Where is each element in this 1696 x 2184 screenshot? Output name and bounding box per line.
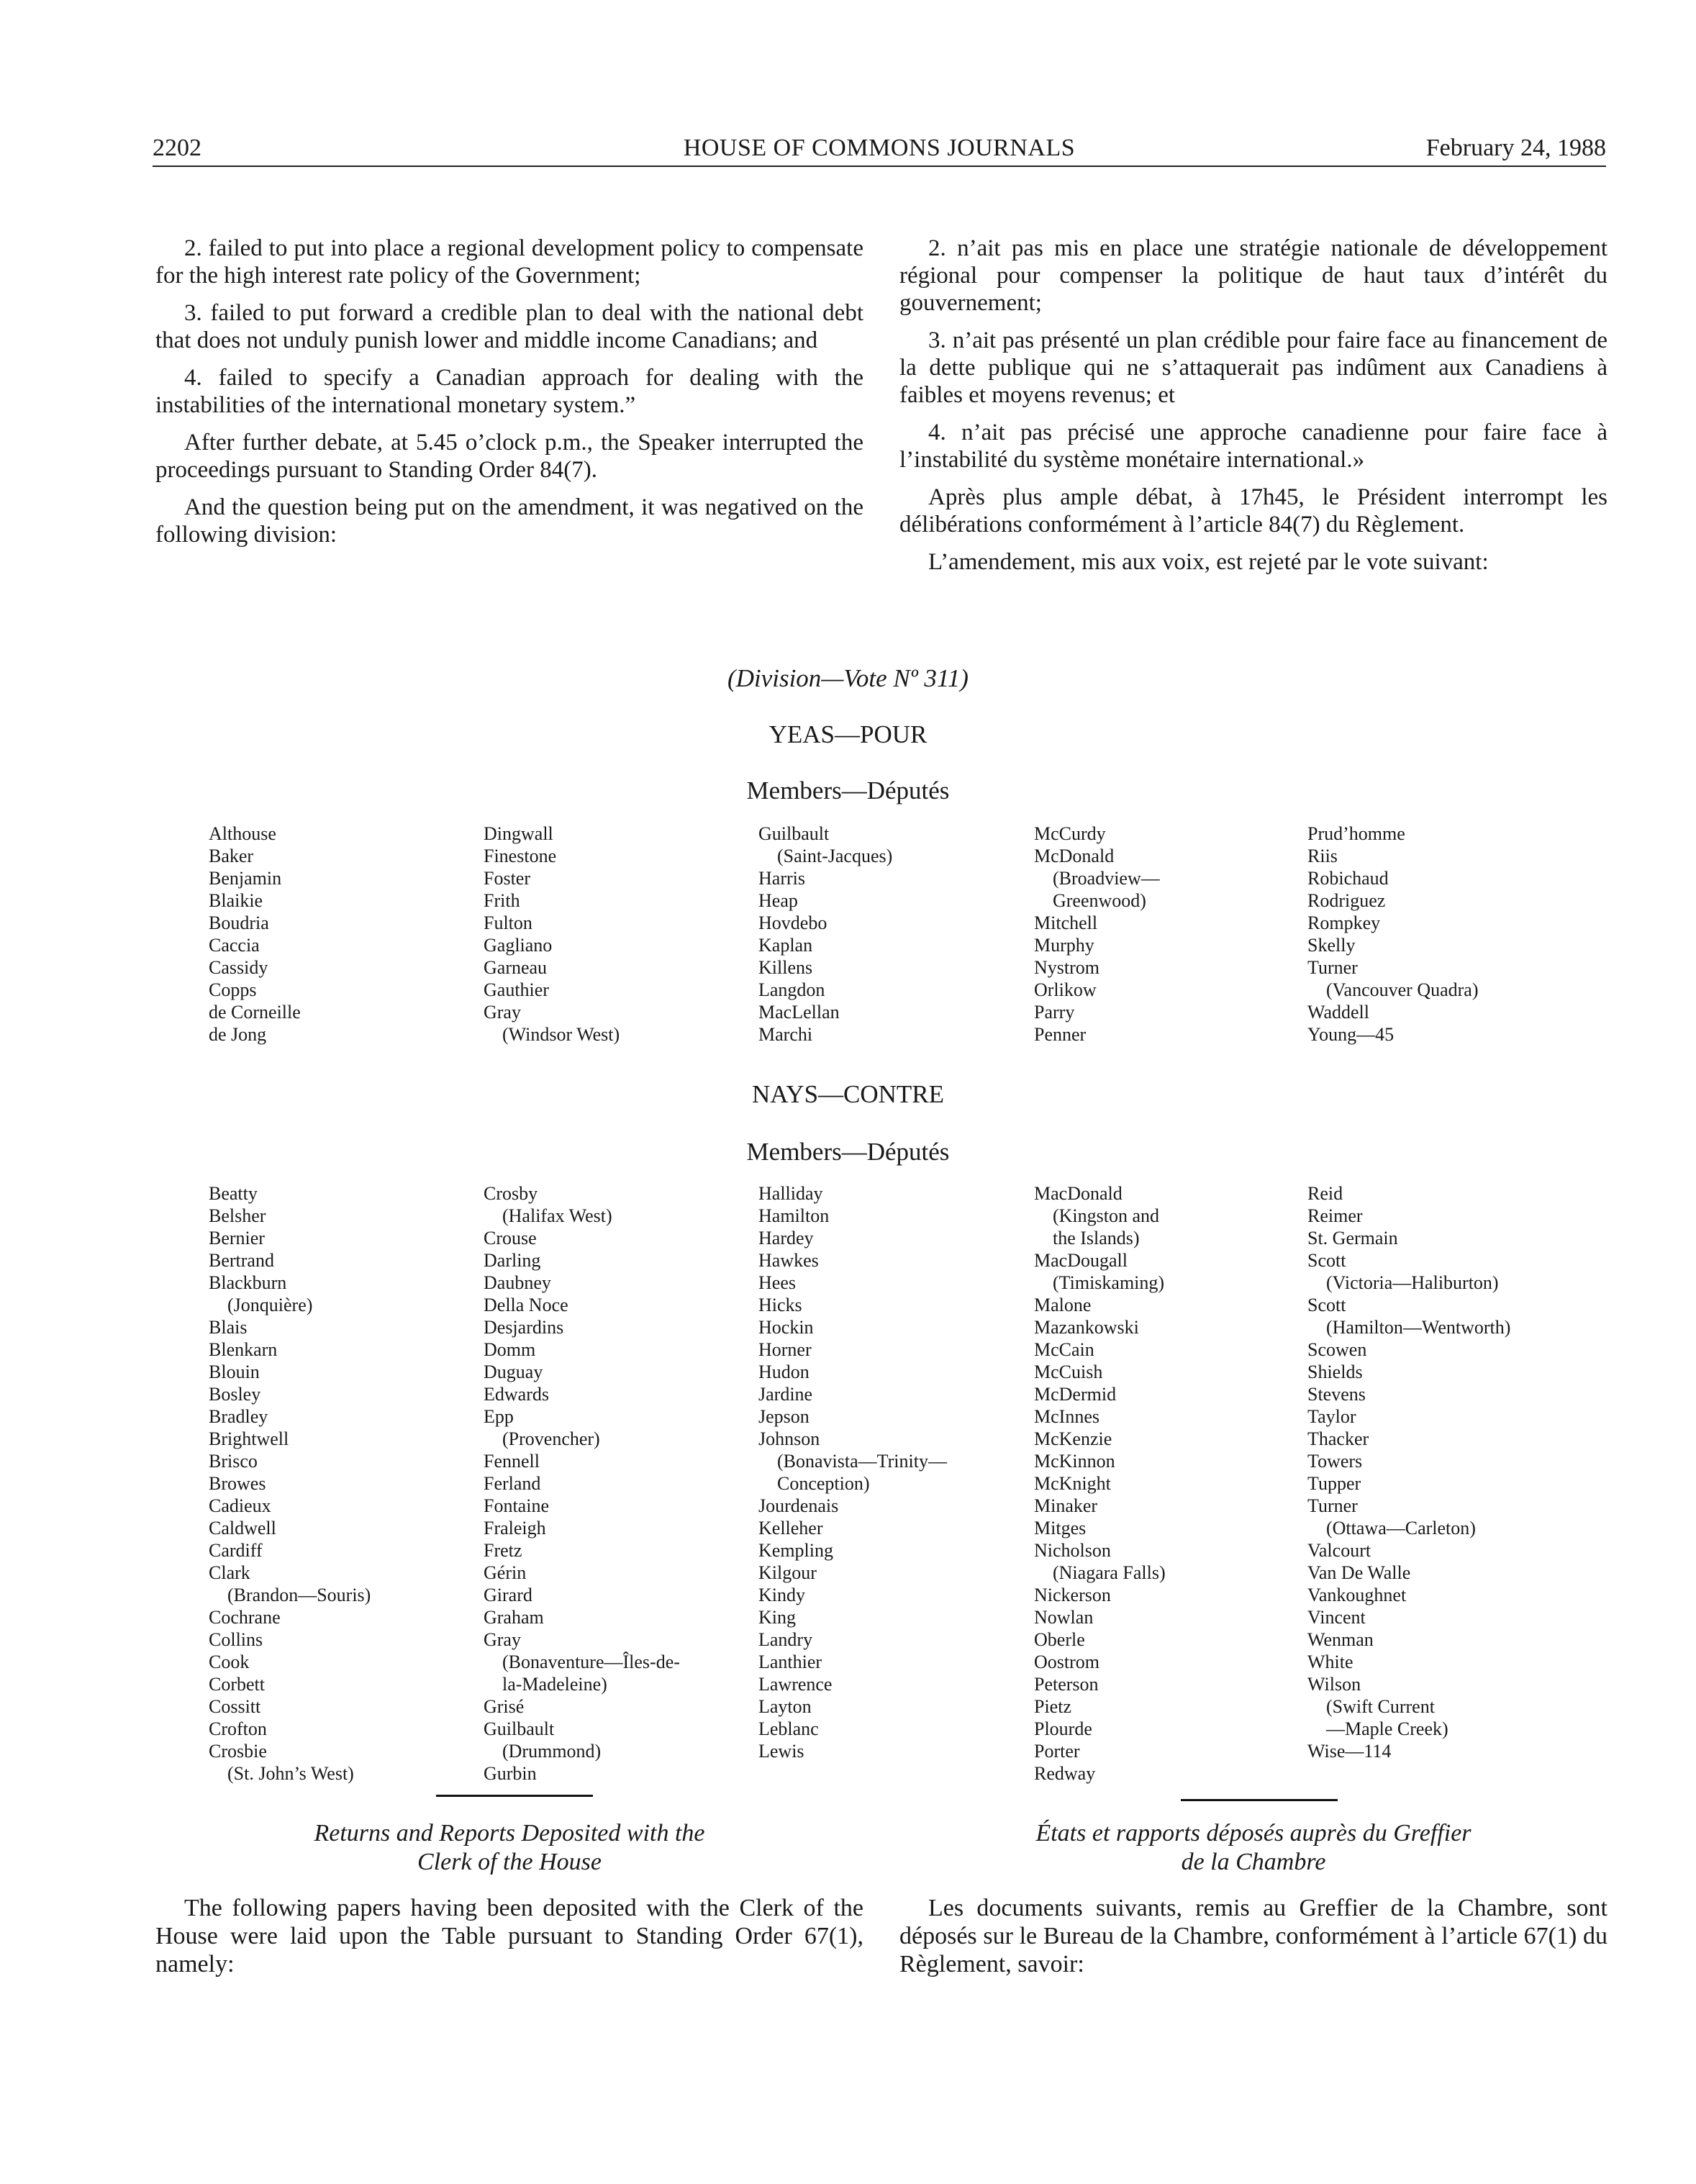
yeas-column (758, 823, 1025, 1046)
member-name: MacDonald (1034, 1183, 1123, 1204)
member-name: Bernier (209, 1228, 265, 1249)
member-name: Edwards (484, 1384, 549, 1405)
member-name: (Hamilton—Wentworth) (1326, 1317, 1511, 1338)
member-name: Nowlan (1034, 1607, 1094, 1628)
member-name: Fretz (484, 1540, 522, 1561)
member-name: Benjamin (209, 868, 282, 889)
member-name: Beatty (209, 1183, 258, 1204)
member-name: Layton (758, 1696, 812, 1717)
member-name: Reimer (1307, 1205, 1363, 1226)
member-name: —Maple Creek) (1326, 1718, 1448, 1739)
member-name: Skelly (1307, 935, 1356, 956)
member-name: Peterson (1034, 1674, 1099, 1695)
member-name: Caccia (209, 935, 260, 956)
member-name: (Bonavista—Trinity— (777, 1451, 947, 1472)
member-name: (Halifax West) (502, 1205, 612, 1226)
returns-title-line: États et rapports déposés auprès du Greffier (1035, 1820, 1471, 1847)
french-paragraph: 2. n’ait pas mis en place une stratégie nationale de développement régional pour compenser la politique de haut taux d’intérêt du gouvernement; (899, 235, 1607, 316)
member-name: Lewis (758, 1741, 804, 1762)
member-name: Finestone (484, 846, 557, 866)
member-name: (Windsor West) (502, 1024, 620, 1045)
member-name: Cadieux (209, 1495, 271, 1516)
member-name: Rodriguez (1307, 890, 1386, 911)
member-name: Vincent (1307, 1607, 1366, 1628)
member-name: Plourde (1034, 1718, 1092, 1739)
journal-title: HOUSE OF COMMONS JOURNALS (683, 135, 1076, 161)
yeas-heading: YEAS—POUR (768, 720, 928, 748)
member-name: Greenwood) (1053, 890, 1146, 911)
member-name: McDermid (1034, 1384, 1117, 1405)
member-name: Van De Walle (1307, 1562, 1411, 1583)
member-name: Cassidy (209, 957, 268, 978)
english-column (155, 235, 863, 558)
member-name: Mitchell (1034, 912, 1098, 933)
english-paragraph: And the question being put on the amendment, it was negatived on the following division: (155, 494, 863, 548)
member-name: Daubney (484, 1272, 551, 1293)
french-paragraph: 3. n’ait pas présenté un plan crédible pour faire face au financement de la dette publique qui ne s’attaquerait pas indûment aux Canadiens à faibles et moyens revenus; et (899, 327, 1607, 408)
member-name: MacLellan (758, 1002, 840, 1023)
section-rule-right (1181, 1799, 1338, 1801)
member-name: Tupper (1307, 1473, 1361, 1494)
member-name: Kaplan (758, 935, 813, 956)
member-name: Browes (209, 1473, 266, 1494)
member-name: Cardiff (209, 1540, 263, 1561)
member-name: Oostrom (1034, 1651, 1099, 1672)
nays-subheading: Members—Députés (746, 1138, 950, 1166)
member-name: Wenman (1307, 1629, 1374, 1650)
member-name: St. Germain (1307, 1228, 1398, 1249)
returns-paragraph: The following papers having been deposited with the Clerk of the House were laid upon the Table pursuant to Standing Order 67(1), namely: (155, 1895, 863, 1977)
member-name: Lanthier (758, 1651, 822, 1672)
member-name: Foster (484, 868, 530, 889)
member-name: Ferland (484, 1473, 541, 1494)
member-name: Marchi (758, 1024, 813, 1045)
member-name: Jardine (758, 1384, 813, 1405)
member-name: Blenkarn (209, 1339, 278, 1360)
member-name: Rompkey (1307, 912, 1381, 933)
member-name: Guilbault (484, 1718, 555, 1739)
member-name: Jourdenais (758, 1495, 839, 1516)
member-name: Johnson (758, 1428, 820, 1449)
member-name: Collins (209, 1629, 263, 1650)
member-name: de Jong (209, 1024, 267, 1045)
returns-text-french (899, 1894, 1607, 1978)
nays-column (1307, 1182, 1574, 1762)
member-name: Hicks (758, 1295, 802, 1315)
member-name: (St. John’s West) (227, 1763, 354, 1784)
yeas-column (1307, 823, 1574, 1046)
member-name: (Jonquière) (227, 1295, 313, 1315)
member-name: Robichaud (1307, 868, 1389, 889)
member-name: King (758, 1607, 796, 1628)
french-paragraph: 4. n’ait pas précisé une approche canadienne pour faire face à l’instabilité du système monétaire international.» (899, 420, 1607, 473)
member-name: Fontaine (484, 1495, 549, 1516)
returns-title-line: de la Chambre (1181, 1849, 1326, 1875)
member-name: (Saint-Jacques) (777, 846, 893, 866)
member-name: Crosbie (209, 1741, 267, 1762)
member-name: Towers (1307, 1451, 1363, 1472)
french-paragraph: L’amendement, mis aux voix, est rejeté par le vote suivant: (928, 549, 1489, 575)
member-name: Gray (484, 1629, 521, 1650)
member-name: Oberle (1034, 1629, 1085, 1650)
member-name: Kindy (758, 1585, 805, 1605)
member-name: Mazankowski (1034, 1317, 1139, 1338)
member-name: Caldwell (209, 1518, 276, 1539)
yeas-column (1034, 823, 1300, 1046)
member-name: Girard (484, 1585, 532, 1605)
member-name: McKenzie (1034, 1428, 1112, 1449)
member-name: Fraleigh (484, 1518, 546, 1539)
member-name: Gauthier (484, 979, 549, 1000)
member-name: Hees (758, 1272, 796, 1293)
nays-heading: NAYS—CONTRE (751, 1080, 945, 1108)
member-name: McKnight (1034, 1473, 1111, 1494)
member-name: Scowen (1307, 1339, 1367, 1360)
member-name: Kelleher (758, 1518, 823, 1539)
member-name: (Kingston and (1053, 1205, 1160, 1226)
member-name: Horner (758, 1339, 812, 1360)
member-name: Boudria (209, 912, 269, 933)
member-name: Crosby (484, 1183, 538, 1204)
member-name: Penner (1034, 1024, 1087, 1045)
member-name: (Provencher) (502, 1428, 600, 1449)
yeas-subheading: Members—Députés (746, 776, 950, 805)
member-name: Kilgour (758, 1562, 817, 1583)
english-paragraph: After further debate, at 5.45 o’clock p.m., the Speaker interrupted the proceedings pursuant to Standing Order 84(7). (155, 430, 863, 483)
member-name: (Niagara Falls) (1053, 1562, 1166, 1583)
member-name: Heap (758, 890, 798, 911)
member-name: Corbett (209, 1674, 265, 1695)
member-name: MacDougall (1034, 1250, 1128, 1271)
member-name: Murphy (1034, 935, 1094, 956)
member-name: Porter (1034, 1741, 1080, 1762)
member-name: Althouse (209, 823, 276, 844)
member-name: Frith (484, 890, 520, 911)
member-name: Lawrence (758, 1674, 833, 1695)
member-name: Hovdebo (758, 912, 827, 933)
member-name: White (1307, 1651, 1353, 1672)
nays-column (758, 1182, 1025, 1762)
member-name: McKinnon (1034, 1451, 1115, 1472)
member-name: Reid (1307, 1183, 1343, 1204)
member-name: (Vancouver Quadra) (1326, 979, 1479, 1000)
member-name: Crouse (484, 1228, 537, 1249)
member-name: Nickerson (1034, 1585, 1111, 1605)
member-name: Kempling (758, 1540, 833, 1561)
member-name: McCuish (1034, 1361, 1103, 1382)
english-paragraph: 3. failed to put forward a credible plan to deal with the national debt that does not unduly punish lower and middle income Canadians; and (155, 300, 863, 353)
member-name: Fennell (484, 1451, 540, 1472)
member-name: Conception) (777, 1473, 870, 1494)
member-name: Domm (484, 1339, 536, 1360)
member-name: Halliday (758, 1183, 823, 1204)
member-name: Bertrand (209, 1250, 274, 1271)
member-name: Valcourt (1307, 1540, 1371, 1561)
returns-text-english (155, 1894, 863, 1978)
member-name: Blaikie (209, 890, 263, 911)
nays-column (484, 1182, 750, 1785)
member-name: (Drummond) (502, 1741, 602, 1762)
member-name: Scott (1307, 1295, 1346, 1315)
journal-date: February 24, 1988 (1425, 135, 1606, 161)
nays-column (209, 1182, 475, 1785)
returns-title-line: Returns and Reports Deposited with the (314, 1820, 705, 1847)
division-title: (Division—Vote Nº 311) (727, 664, 969, 692)
member-name: Riis (1307, 846, 1338, 866)
member-name: Killens (758, 957, 813, 978)
member-name: (Timiskaming) (1053, 1272, 1165, 1293)
member-name: Brisco (209, 1451, 258, 1472)
member-name: Jepson (758, 1406, 810, 1427)
member-name: Darling (484, 1250, 541, 1271)
member-name: (Broadview— (1053, 868, 1160, 889)
member-name: Leblanc (758, 1718, 819, 1739)
returns-title-line: Clerk of the House (417, 1849, 602, 1875)
yeas-column (484, 823, 750, 1046)
member-name: Nystrom (1034, 957, 1099, 978)
section-rule-left (436, 1795, 593, 1797)
member-name: Redway (1034, 1763, 1096, 1784)
nays-column (1034, 1182, 1300, 1785)
member-name: Cossitt (209, 1696, 261, 1717)
member-name: Hockin (758, 1317, 814, 1338)
member-name: Pietz (1034, 1696, 1071, 1717)
member-name: Graham (484, 1607, 544, 1628)
member-name: Grisé (484, 1696, 525, 1717)
english-paragraph: 2. failed to put into place a regional development policy to compensate for the high interest rate policy of the Government; (155, 235, 863, 289)
member-name: Malone (1034, 1295, 1092, 1315)
member-name: Hardey (758, 1228, 814, 1249)
member-name: Shields (1307, 1361, 1363, 1382)
member-name: Della Noce (484, 1295, 568, 1315)
member-name: Cochrane (209, 1607, 281, 1628)
member-name: Landry (758, 1629, 813, 1650)
member-name: Fulton (484, 912, 532, 933)
member-name: Blais (209, 1317, 248, 1338)
member-name: (Swift Current (1326, 1696, 1435, 1717)
member-name: Orlikow (1034, 979, 1097, 1000)
member-name: Mitges (1034, 1518, 1087, 1539)
member-name: Hawkes (758, 1250, 819, 1271)
member-name: Turner (1307, 957, 1358, 978)
member-name: Epp (484, 1406, 514, 1427)
member-name: Gray (484, 1002, 521, 1023)
member-name: Dingwall (484, 823, 553, 844)
member-name: Parry (1034, 1002, 1075, 1023)
member-name: Harris (758, 868, 805, 889)
english-paragraph: 4. failed to specify a Canadian approach for dealing with the instabilities of the international monetary system.” (155, 365, 863, 418)
member-name: McDonald (1034, 846, 1115, 866)
member-name: Bosley (209, 1384, 261, 1405)
member-name: Bradley (209, 1406, 268, 1427)
member-name: Hudon (758, 1361, 810, 1382)
returns-title-french (899, 1819, 1607, 1877)
member-name: Copps (209, 979, 257, 1000)
member-name: Baker (209, 846, 254, 866)
member-name: McCurdy (1034, 823, 1106, 844)
member-name: Langdon (758, 979, 825, 1000)
member-name: Crofton (209, 1718, 267, 1739)
member-name: Thacker (1307, 1428, 1369, 1449)
member-name: Prud’homme (1307, 823, 1405, 844)
member-name: the Islands) (1053, 1228, 1140, 1249)
member-name: Minaker (1034, 1495, 1098, 1516)
member-name: Clark (209, 1562, 250, 1583)
member-name: (Ottawa—Carleton) (1326, 1518, 1476, 1539)
member-name: Duguay (484, 1361, 543, 1382)
member-name: Young—45 (1307, 1024, 1395, 1045)
member-name: Taylor (1307, 1406, 1356, 1427)
returns-title-english (155, 1819, 863, 1877)
member-name: (Brandon—Souris) (227, 1585, 371, 1605)
member-name: Nicholson (1034, 1540, 1111, 1561)
member-name: Vankoughnet (1307, 1585, 1407, 1605)
member-name: Waddell (1307, 1002, 1369, 1023)
member-name: (Bonaventure—Îles-de- (502, 1651, 680, 1672)
member-name: Hamilton (758, 1205, 830, 1226)
french-paragraph: Après plus ample débat, à 17h45, le Président interrompt les délibérations conformément à l’article 84(7) du Règlement. (899, 484, 1607, 538)
member-name: Desjardins (484, 1317, 564, 1338)
member-name: Wise—114 (1307, 1741, 1392, 1762)
member-name: Blouin (209, 1361, 260, 1382)
member-name: Brightwell (209, 1428, 289, 1449)
yeas-column (209, 823, 475, 1046)
member-name: Scott (1307, 1250, 1346, 1271)
page-header (153, 134, 1606, 167)
member-name: McInnes (1034, 1406, 1099, 1427)
member-name: McCain (1034, 1339, 1094, 1360)
member-name: Wilson (1307, 1674, 1361, 1695)
member-name: Turner (1307, 1495, 1358, 1516)
page-number: 2202 (153, 135, 201, 161)
member-name: Gérin (484, 1562, 527, 1583)
member-name: (Victoria—Haliburton) (1326, 1272, 1499, 1293)
member-name: Belsher (209, 1205, 266, 1226)
member-name: la-Madeleine) (502, 1674, 607, 1695)
member-name: Stevens (1307, 1384, 1366, 1405)
member-name: Gurbin (484, 1763, 537, 1784)
member-name: Guilbault (758, 823, 830, 844)
member-name: Gagliano (484, 935, 553, 956)
member-name: de Corneille (209, 1002, 301, 1023)
member-name: Garneau (484, 957, 548, 978)
french-column (899, 235, 1607, 586)
member-name: Cook (209, 1651, 250, 1672)
returns-paragraph: Les documents suivants, remis au Greffier de la Chambre, sont déposés sur le Bureau de la Chambre, conformément à l’article 67(1) du Règlement, savoir: (899, 1895, 1607, 1977)
member-name: Blackburn (209, 1272, 287, 1293)
